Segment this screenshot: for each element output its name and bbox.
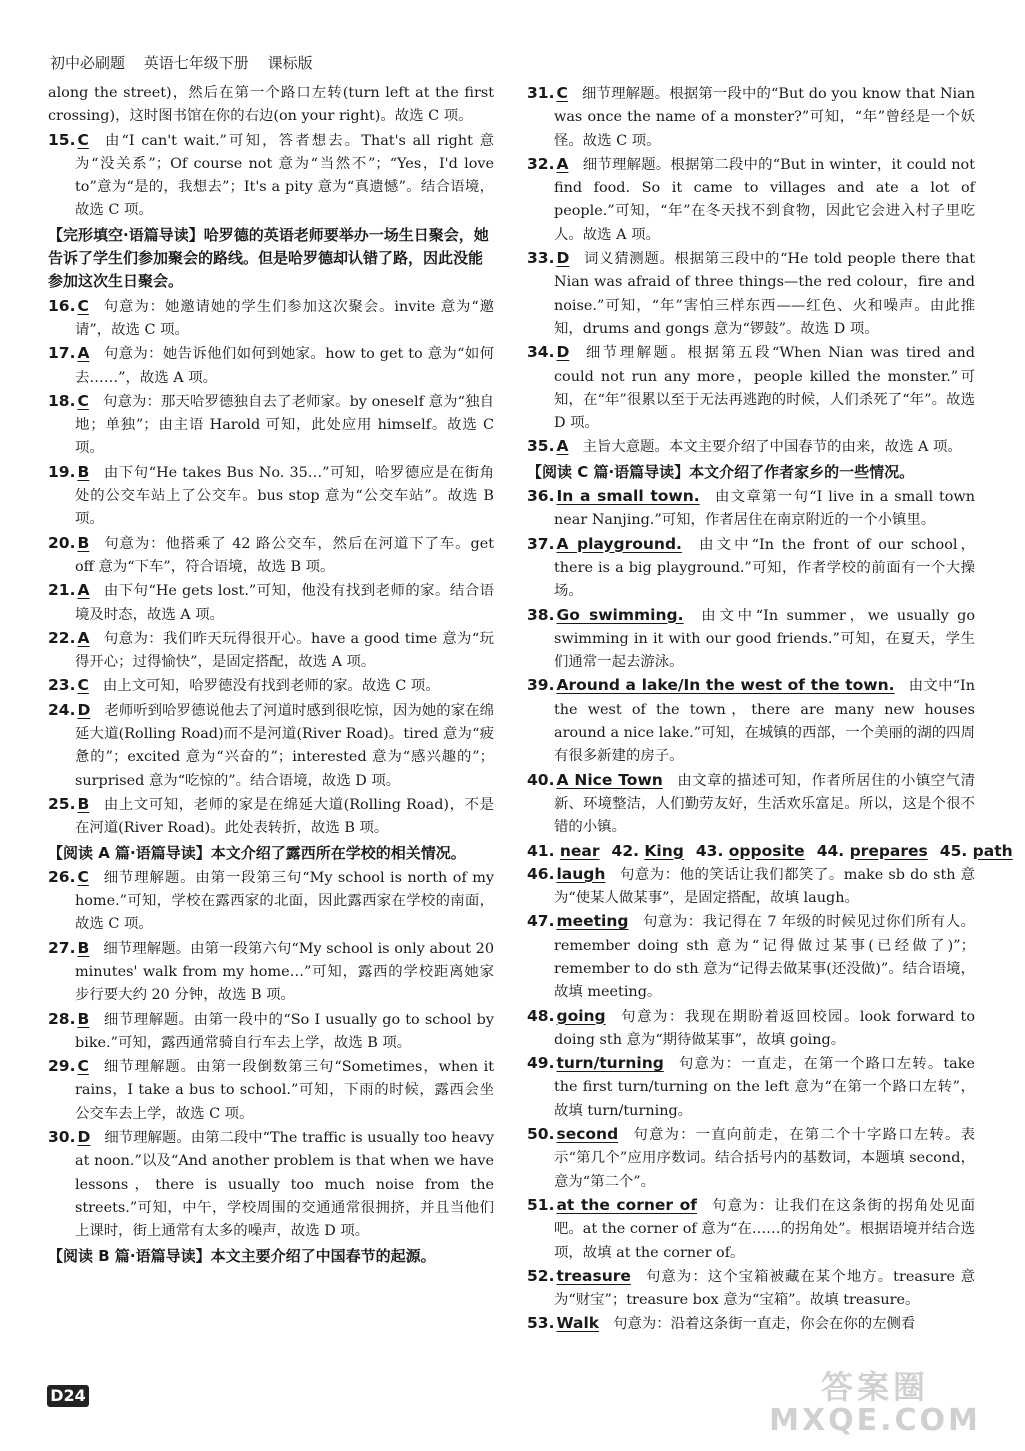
- answer-item: [48, 699, 494, 793]
- question-number: 23.: [48, 676, 76, 695]
- question-number: 34.: [527, 343, 555, 362]
- explanation-text: 句意为：沿着这条街一直走，你会在你的左侧看: [613, 1316, 916, 1333]
- answer-key: D: [77, 1128, 91, 1147]
- explanation-text: 词义猜测题。根据第三段中的“He told people there that Nian was afraid of three things—the red colour，fire and noise.”可知，“年”害怕三样东西——红色、火和噪声。由此推知，drums and gongs 意为“锣鼓”。故选 D 项。: [554, 251, 975, 337]
- answer-item: [527, 533, 975, 604]
- explanation-text: 句意为：她告诉他们如何到她家。how to get to 意为“如何去……”，故选 A 项。: [75, 346, 494, 386]
- question-number: 45.: [939, 841, 968, 860]
- explanation-text: 由下句“He gets lost.”可知，他没有找到老师的家。结合语境及时态，故选 A 项。: [75, 583, 494, 623]
- explanation-text: 句意为：我现在期盼着返回校园。look forward to doing sth 意为“期待做某事”，故填 going。: [554, 1008, 975, 1048]
- answer-key: Walk: [556, 1314, 600, 1333]
- explanation-text: 句意为：她邀请她的学生们参加这次聚会。invite 意为“邀请”，故选 C 项。: [75, 298, 494, 338]
- explanation-text: 由下句“He takes Bus No. 35…”可知，哈罗德应是在街角处的公交车站上了公交车。bus stop 意为“公交车站”。故选 B 项。: [75, 464, 494, 528]
- question-number: 51.: [527, 1195, 555, 1214]
- explanation-text: 细节理解题。由第一段倒数第三句“Sometimes，when it rains，I take a bus to school.”可知，下雨的时候，露西会坐公交车去上学，故选 C 项。: [75, 1059, 494, 1122]
- question-number: 27.: [48, 938, 76, 957]
- answer-key: D: [556, 249, 570, 268]
- explanation-text: 细节理解题。根据第五段“When Nian was tired and could not run any more，people killed the monster.”可知，在“年”很累以至于无法再逃跑的时候，人们杀死了“年”。故选 D 项。: [554, 345, 975, 432]
- question-number: 37.: [527, 534, 555, 553]
- question-number: 15.: [48, 130, 76, 149]
- question-number: 30.: [48, 1128, 76, 1147]
- answer-item: [48, 627, 494, 675]
- answer-key: B: [77, 533, 90, 552]
- question-number: 52.: [527, 1266, 555, 1285]
- question-number: 33.: [527, 249, 555, 268]
- answer-key: B: [77, 794, 90, 813]
- explanation-text: 由文中“In the west of the town，there are many new houses around a nice lake.”可知，在城镇的西部，一个美丽的湖的四周有很多新建的房子。: [554, 678, 976, 765]
- answer-item: [527, 1312, 975, 1336]
- explanation-text: 由文章第一句“I live in a small town near Nanjing.”可知，作者居住在南京附近的一个小镇里。: [554, 489, 975, 529]
- answer-key: D: [77, 700, 91, 719]
- answer-item: [527, 1265, 975, 1313]
- answer-word: near: [559, 841, 600, 860]
- explanation-text: 句意为：一直向前走，在第二个十字路口左转。表示“第几个”应用序数词。结合括号内的基数词，本题填 second，意为“第二个”。: [554, 1127, 975, 1190]
- explanation-text: 由文中“In the front of our school，there is a big playground.”可知，作者学校的前面有一个大操场。: [554, 536, 975, 600]
- explanation-text: 老师听到哈罗德说他去了河道时感到很吃惊，因为她的家在绵延大道(Rolling Road)而不是河道(River Road)。tired 意为“疲惫的”；excited 意为“兴奋的”；interested 意为“感兴趣的”；surprised 意为“吃惊的”。结合语境，故选 D 项。: [75, 702, 494, 789]
- answer-item: [48, 390, 494, 461]
- question-number: 36.: [527, 487, 555, 506]
- explanation-text: 句意为：我们昨天玩得很开心。have a good time 意为“玩得开心；过得愉快”，是固定搭配，故选 A 项。: [75, 630, 494, 671]
- answer-item: [527, 863, 975, 911]
- question-number: 47.: [527, 912, 555, 931]
- question-number: 22.: [48, 628, 76, 647]
- question-number: 49.: [527, 1054, 555, 1073]
- answer-item: [48, 674, 494, 698]
- answer-item: [527, 153, 975, 247]
- question-number: 17.: [48, 344, 76, 363]
- answer-item: [527, 674, 975, 768]
- question-number: 50.: [527, 1125, 555, 1144]
- answer-item: [527, 910, 975, 1004]
- fill-answer: [696, 842, 805, 860]
- question-number: 26.: [48, 867, 76, 886]
- answer-key: C: [77, 296, 89, 315]
- question-number: 38.: [527, 605, 555, 624]
- question-number: 29.: [48, 1057, 76, 1076]
- fill-answer: [817, 842, 928, 860]
- page-header: [50, 52, 490, 76]
- section-banner: 【阅读 A 篇·语篇导读】本文介绍了露西所在学校的相关情况。: [48, 843, 466, 862]
- answer-word: opposite: [728, 841, 805, 860]
- answer-item: [527, 1052, 975, 1123]
- answer-item: [48, 342, 494, 390]
- explanation-text: 句意为：那天哈罗德独自去了老师家。by oneself 意为“独自地；单独”；由主语 Harold 可知，此处应用 himself。故选 C 项。: [75, 393, 494, 457]
- answer-item: [48, 793, 494, 841]
- question-number: 18.: [48, 391, 76, 410]
- answer-key: C: [77, 130, 89, 149]
- answer-item: [527, 604, 975, 675]
- explanation-text: 细节理解题。根据第一段中的“But do you know that Nian was once the name of a monster?”可知，“年”曾经是一个妖怪。故选 C 项。: [554, 86, 975, 149]
- answer-key: meeting: [556, 912, 629, 931]
- answer-item: [527, 341, 975, 435]
- explanation-text: 句意为：一直走，在第一个路口左转。take the first turn/turning on the left 意为“在第一个路口左转”，故填 turn/turning。: [554, 1056, 975, 1119]
- answer-item: [527, 1194, 975, 1265]
- answer-word: prepares: [849, 841, 928, 860]
- explanation-text: 细节理解题。根据第二段中的“But in winter，it could not find food. So it came to villages and ate a lot of people.”可知，“年”在冬天找不到食物，因此它会进入村子里吃人。故选 A 项。: [554, 156, 975, 243]
- answer-word: King: [644, 841, 684, 860]
- explanation-text: 细节理解题。由第一段中的“So I usually go to school by bike.”可知，露西通常骑自行车去上学，故选 B 项。: [75, 1011, 494, 1051]
- watermark-logo: [760, 1370, 990, 1445]
- book-title: 英语七年级下册: [143, 54, 249, 72]
- fill-answers-row: [527, 840, 1013, 863]
- edition-label: 课标版: [267, 54, 313, 72]
- answer-item: [48, 579, 494, 627]
- answer-key: A: [77, 581, 90, 600]
- explanation-text: 细节理解题。由第一段第六句“My school is only about 20 minutes' walk from my home…”可知，露西的学校距离她家步行要大约 20 分钟，故选 B 项。: [75, 940, 494, 1004]
- explanation-text: 由上文可知，哈罗德没有找到老师的家。故选 C 项。: [102, 678, 440, 695]
- question-number: 16.: [48, 296, 76, 315]
- question-number: 48.: [527, 1006, 555, 1025]
- section-banner: 【完形填空·语篇导读】哈罗德的英语老师要举办一场生日聚会，她告诉了学生们参加聚会的路线。但是哈罗德却认错了路，因此没能参加这次生日聚会。: [48, 225, 489, 291]
- question-number: 31.: [527, 84, 555, 102]
- answer-item: [48, 129, 494, 223]
- answer-item: [527, 247, 975, 341]
- explanation-text: 句意为：他搭乘了 42 路公交车，然后在河道下了车。get off 意为“下车”，符合语境，故选 B 项。: [75, 535, 494, 575]
- explanation-text: 句意为：我记得在 7 年级的时候见过你们所有人。remember doing sth 意为“记得做过某事(已经做了)”；remember to do sth 意为“记得去做某事(还没做)”。结合语境，故填 meeting。: [554, 914, 975, 1001]
- explanation-text: 由文中“In summer，we usually go swimming in it with our good friends.”可知，在夏天，学生们通常一起去游泳。: [554, 607, 976, 671]
- section-banner: 【阅读 C 篇·语篇导读】本文介绍了作者家乡的一些情况。: [527, 462, 915, 481]
- explanation-text: 细节理解题。由第一段第三句“My school is north of my home.”可知，学校在露西家的北面，因此露西家在学校的南面，故选 C 项。: [75, 869, 494, 933]
- question-number: 32.: [527, 154, 555, 173]
- question-number: 35.: [527, 437, 555, 456]
- answer-item: [48, 1055, 494, 1126]
- question-number: 39.: [527, 676, 555, 695]
- answer-key: C: [77, 391, 89, 410]
- left-column: [48, 82, 494, 1269]
- answer-key: laugh: [556, 864, 606, 883]
- section-banner: 【阅读 B 篇·语篇导读】本文主要介绍了中国春节的起源。: [48, 1246, 436, 1265]
- answer-item: [48, 82, 494, 129]
- answer-key: B: [77, 938, 90, 957]
- answer-key: A: [77, 344, 90, 363]
- answer-item: [527, 485, 975, 533]
- answer-item: [527, 769, 975, 840]
- question-number: 46.: [527, 864, 555, 883]
- explanation-text: 句意为：他的笑话让我们都笑了。make sb do sth 意为“使某人做某事”，是固定搭配，故填 laugh。: [554, 866, 975, 907]
- answer-key: C: [556, 84, 568, 102]
- answer-item: [48, 1008, 494, 1056]
- question-number: 53.: [527, 1314, 555, 1333]
- watermark-line1: 答案圈: [820, 1368, 929, 1406]
- answer-key: C: [77, 676, 89, 695]
- explanation-text: 句意为：这个宝箱被藏在某个地方。treasure 意为“财宝”；treasure box 意为“宝箱”。故填 treasure。: [554, 1268, 975, 1309]
- question-number: 41.: [527, 841, 555, 860]
- answer-key: A: [556, 154, 569, 173]
- answer-key: turn/turning: [556, 1054, 664, 1073]
- explanation-text: 由文章的描述可知，作者所居住的小镇空气清新、环境整洁，人们勤劳友好，生活欢乐富足。所以，这是个很不错的小镇。: [554, 772, 975, 836]
- question-number: 44.: [816, 841, 845, 860]
- question-number: 43.: [695, 841, 724, 860]
- answer-item: [48, 1126, 494, 1243]
- question-number: 21.: [48, 581, 76, 600]
- answer-key: A playground.: [556, 534, 682, 553]
- answer-key: C: [77, 1057, 89, 1076]
- question-number: 24.: [48, 700, 76, 719]
- answer-word: path: [972, 841, 1013, 860]
- explanation-text: 句意为：让我们在这条街的拐角处见面吧。at the corner of 意为“在……的拐角处”。根据语境并结合选项，故填 at the corner of。: [554, 1197, 976, 1261]
- explanation-text: 由上文可知，老师的家是在绵延大道(Rolling Road)，不是在河道(River Road)。此处表转折，故选 B 项。: [75, 796, 494, 837]
- question-number: 19.: [48, 462, 76, 481]
- question-number: 42.: [611, 841, 639, 860]
- answer-key: A: [77, 628, 90, 647]
- answer-key: In a small town.: [556, 487, 700, 506]
- question-number: 25.: [48, 794, 76, 813]
- answer-item: [527, 1005, 975, 1053]
- explanation-text: 由“I can't wait.”可知，答者想去。That's all right 意为“没关系”；Of course not 意为“当然不”；“Yes，I'd love to”意为“是的，我想去”；It's a pity 意为“真遗憾”。结合语境，故选 C 项。: [75, 132, 494, 219]
- explanation-text: along the street)，然后在第一个路口左转(turn left at the first crossing)，这时图书馆在你的右边(on your right)。故选 C 项。: [48, 85, 494, 125]
- answer-key: C: [77, 867, 89, 886]
- explanation-text: 细节理解题。由第二段中“The traffic is usually too heavy at noon.”以及“And another problem is that when we have lessons，there is usually too much noise from the streets.”可知，中午，学校周围的交通通常很拥挤，并且当他们上课时，街上通常有太多的噪声，故选 D 项。: [75, 1130, 494, 1240]
- answer-item: [48, 866, 494, 937]
- fill-answer: [527, 842, 600, 860]
- answer-item: [527, 1123, 975, 1194]
- question-number: 20.: [48, 533, 76, 552]
- answer-item: [48, 295, 494, 343]
- answer-key: going: [556, 1006, 606, 1025]
- answer-key: second: [556, 1125, 619, 1144]
- fill-answer: [612, 842, 684, 860]
- answer-key: A: [556, 437, 569, 456]
- answer-item: [527, 435, 975, 459]
- question-number: 40.: [527, 770, 555, 789]
- right-column: [527, 82, 1013, 1337]
- page-number: D24: [47, 1385, 89, 1407]
- answer-key: B: [77, 1009, 90, 1028]
- explanation-text: 主旨大意题。本文主要介绍了中国春节的由来，故选 A 项。: [582, 439, 962, 456]
- series-title: 初中必刷题: [50, 54, 126, 72]
- watermark-line2: MXQE.COM: [769, 1403, 981, 1438]
- answer-item: [48, 461, 494, 532]
- answer-item: [48, 532, 494, 580]
- answer-item: [48, 937, 494, 1008]
- answer-key: B: [77, 462, 90, 481]
- answer-key: Around a lake/In the west of the town.: [556, 676, 895, 695]
- answer-key: treasure: [556, 1266, 631, 1285]
- answer-key: D: [556, 343, 570, 362]
- answer-key: Go swimming.: [556, 605, 684, 624]
- answer-key: at the corner of: [556, 1195, 697, 1214]
- answer-key: A Nice Town: [556, 770, 663, 789]
- fill-answer: [940, 842, 1013, 860]
- answer-item: [527, 82, 975, 153]
- question-number: 28.: [48, 1009, 76, 1028]
